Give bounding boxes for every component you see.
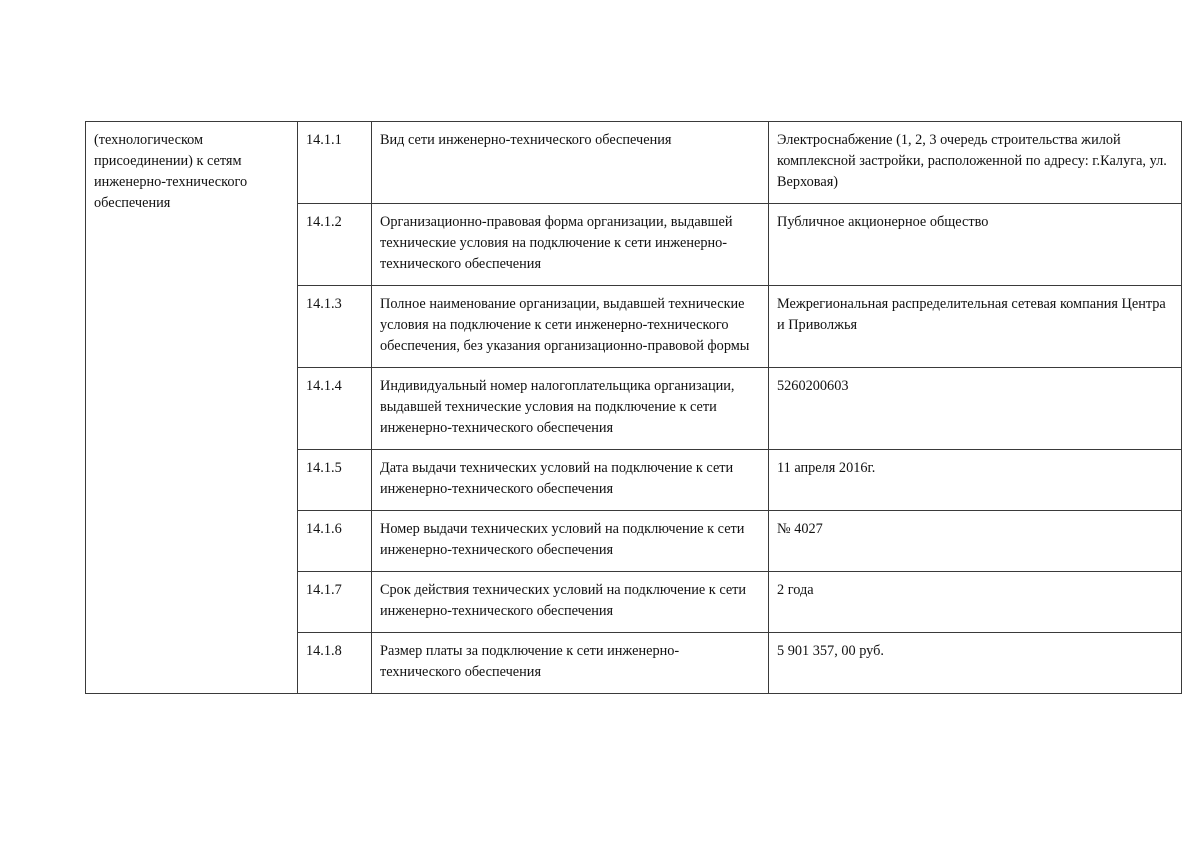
row-number: 14.1.6 [298, 511, 372, 572]
row-value: № 4027 [769, 511, 1182, 572]
row-number: 14.1.8 [298, 633, 372, 694]
row-description: Индивидуальный номер налогоплательщика организации, выдавшей технические условия на подключение к сети инженерно-технического обеспечения [372, 368, 769, 450]
technical-conditions-table [85, 121, 1182, 694]
section-label-cell: (технологическом присоединении) к сетям инженерно-технического обеспечения [86, 122, 298, 694]
table-row [86, 122, 1182, 204]
row-value: Электроснабжение (1, 2, 3 очередь строительства жилой комплексной застройки, расположенной по адресу: г.Калуга, ул. Верховая) [769, 122, 1182, 204]
row-number: 14.1.1 [298, 122, 372, 204]
row-description: Вид сети инженерно-технического обеспечения [372, 122, 769, 204]
row-value: Публичное акционерное общество [769, 204, 1182, 286]
row-description: Размер платы за подключение к сети инженерно-технического обеспечения [372, 633, 769, 694]
row-description: Полное наименование организации, выдавшей технические условия на подключение к сети инженерно-технического обеспечения, без указания организационно-правовой формы [372, 286, 769, 368]
row-description: Дата выдачи технических условий на подключение к сети инженерно-технического обеспечения [372, 450, 769, 511]
row-number: 14.1.5 [298, 450, 372, 511]
row-description: Срок действия технических условий на подключение к сети инженерно-технического обеспечения [372, 572, 769, 633]
row-number: 14.1.4 [298, 368, 372, 450]
row-description: Организационно-правовая форма организации, выдавшей технические условия на подключение к сети инженерно-технического обеспечения [372, 204, 769, 286]
row-value: 5 901 357, 00 руб. [769, 633, 1182, 694]
row-description: Номер выдачи технических условий на подключение к сети инженерно-технического обеспечения [372, 511, 769, 572]
row-value: 2 года [769, 572, 1182, 633]
row-value: Межрегиональная распределительная сетевая компания Центра и Приволжья [769, 286, 1182, 368]
row-number: 14.1.3 [298, 286, 372, 368]
row-number: 14.1.2 [298, 204, 372, 286]
row-value: 5260200603 [769, 368, 1182, 450]
row-number: 14.1.7 [298, 572, 372, 633]
row-value: 11 апреля 2016г. [769, 450, 1182, 511]
